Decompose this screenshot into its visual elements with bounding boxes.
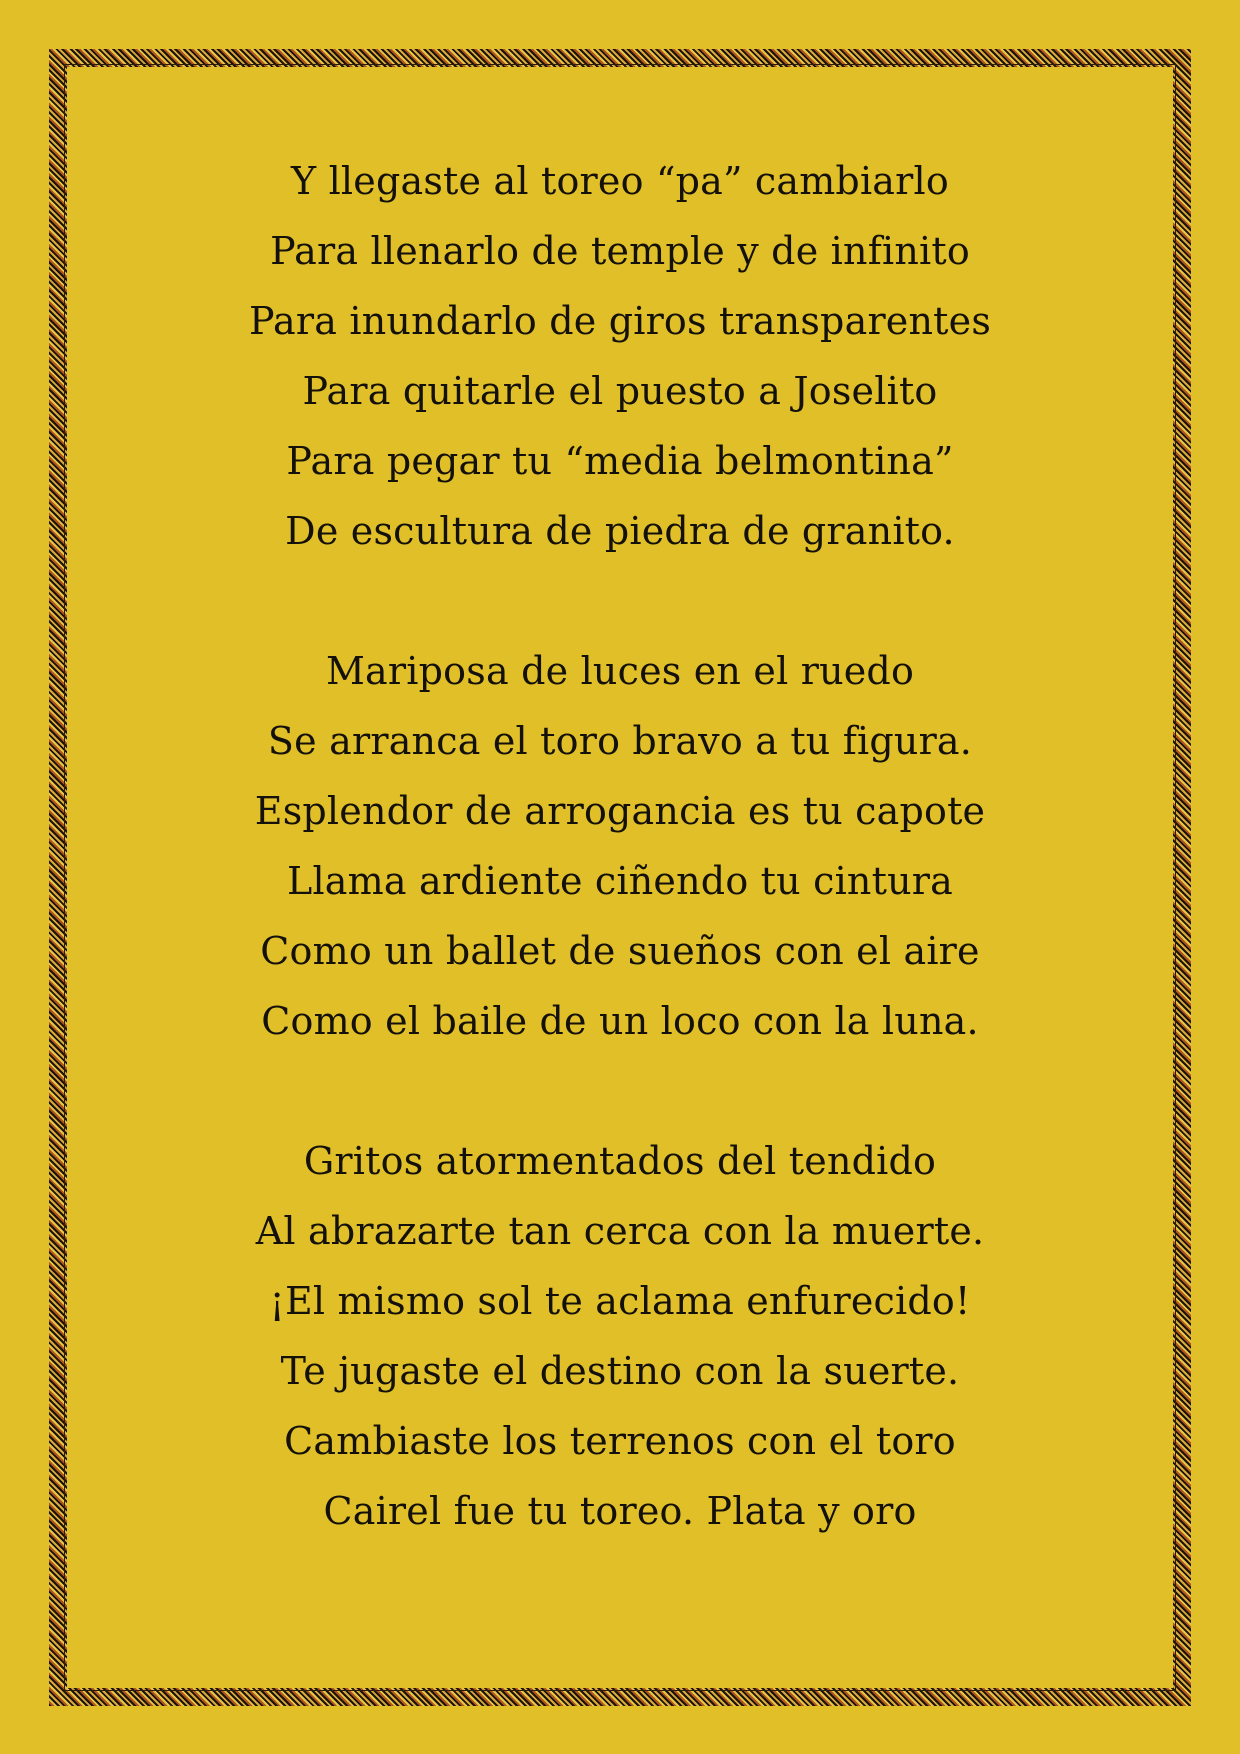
- stanza-2: [67, 636, 1173, 1056]
- poem-line: Te jugaste el destino con la suerte.: [280, 1349, 960, 1393]
- poem-line: De escultura de piedra de granito.: [285, 509, 955, 553]
- poem-line: Al abrazarte tan cerca con la muerte.: [255, 1209, 985, 1253]
- poem-line: Para quitarle el puesto a Joselito: [302, 369, 938, 413]
- poem-line: Se arranca el toro bravo a tu figura.: [267, 719, 973, 763]
- poem: [67, 146, 1173, 1616]
- poem-line: Llama ardiente ciñendo tu cintura: [287, 859, 953, 903]
- poem-line: Gritos atormentados del tendido: [303, 1139, 937, 1183]
- poem-line: Esplendor de arrogancia es tu capote: [254, 789, 986, 833]
- poem-line: Cairel fue tu toreo. Plata y oro: [323, 1489, 917, 1533]
- poem-line: Para llenarlo de temple y de infinito: [270, 229, 970, 273]
- stanza-1: [67, 146, 1173, 566]
- poem-line: Y llegaste al toreo “pa” cambiarlo: [291, 159, 949, 203]
- stanza-3: [67, 1126, 1173, 1546]
- poem-line: ¡El mismo sol te aclama enfurecido!: [269, 1279, 971, 1323]
- poem-line: Para inundarlo de giros transparentes: [248, 299, 992, 343]
- poem-line: Como un ballet de sueños con el aire: [260, 929, 980, 973]
- poem-line: Como el baile de un loco con la luna.: [261, 999, 979, 1043]
- poem-line: Para pegar tu “media belmontina”: [286, 439, 954, 483]
- poem-line: Cambiaste los terrenos con el toro: [284, 1419, 956, 1463]
- poem-line: Mariposa de luces en el ruedo: [325, 649, 915, 693]
